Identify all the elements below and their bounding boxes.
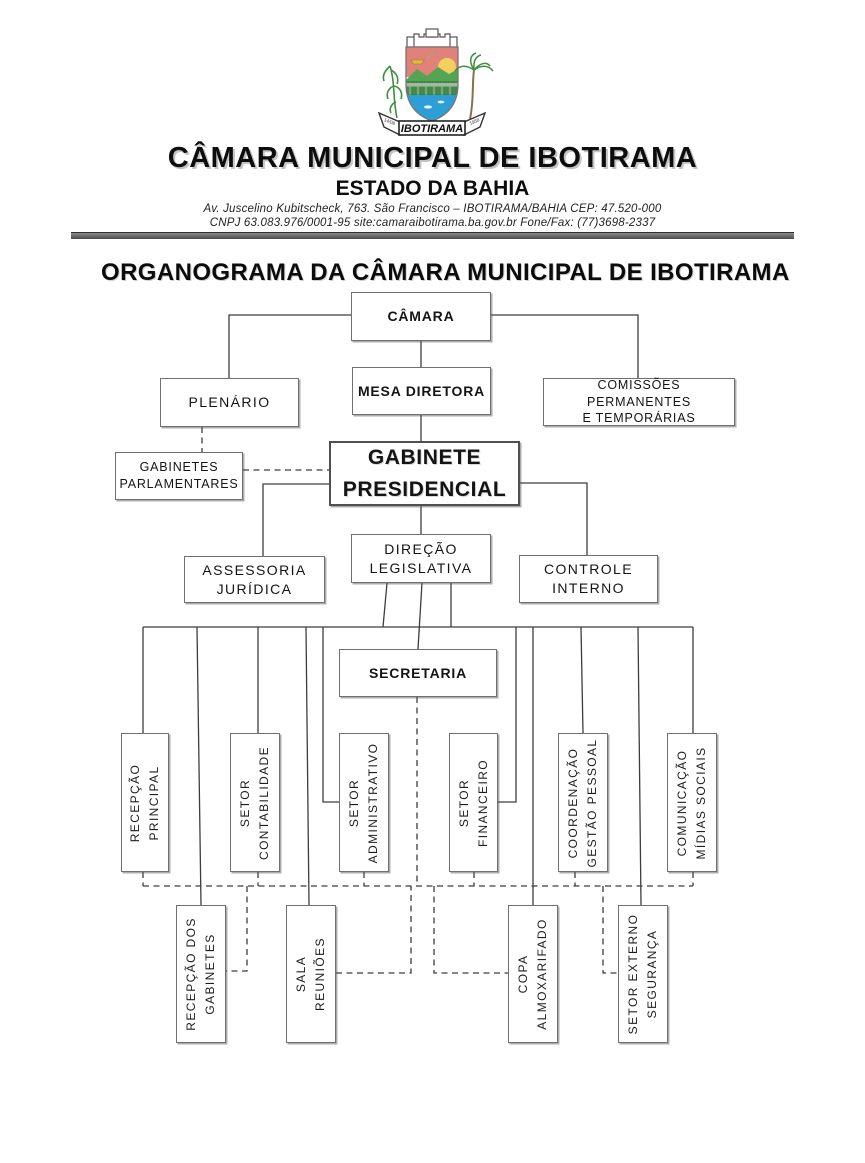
org-node-setor-contabilidade (230, 733, 280, 872)
org-node-coordenacao-gestao-pessoal (558, 733, 608, 872)
crest-banner-right-date: 1958 (468, 117, 481, 126)
org-node-assessoria-juridica (184, 556, 325, 603)
org-node-label: SETOR (237, 778, 252, 827)
org-node-secretaria (339, 649, 497, 697)
org-node-copa-almoxarifado (508, 905, 558, 1043)
org-node-label: GABINETE (367, 446, 482, 469)
org-node-setor-administrativo (339, 733, 389, 872)
org-node-direcao-legislativa (351, 534, 491, 583)
org-node-label: COMISSÕES PERMANENTES (587, 377, 691, 409)
org-node-label: SEGURANÇA (645, 929, 659, 1019)
org-node-comissoes (543, 378, 735, 426)
cnpj-contact-line: CNPJ 63.083.976/0001-95 site:camaraibotirama.ba.gov.br Fone/Fax: (77)3698-2337 (209, 217, 656, 229)
org-node-label: LEGISLATIVA (369, 559, 473, 576)
org-node-label: INTERNO (552, 580, 625, 596)
chart-title: ORGANOGRAMA DA CÂMARA MUNICIPAL DE IBOTIRAMA (101, 259, 790, 286)
org-node-controle-interno (519, 555, 658, 603)
org-node-label: SALA (293, 955, 308, 993)
org-node-label: JURÍDICA (216, 580, 293, 597)
page-title: CÂMARA MUNICIPAL DE IBOTIRAMA (167, 142, 698, 174)
org-node-label: CÂMARA (387, 308, 455, 325)
org-node-camara (351, 292, 491, 341)
org-node-label: SECRETARIA (369, 664, 467, 681)
crest-banner-text: IBOTIRAMA (400, 123, 464, 135)
crest-banner-left-date: 14/08 (383, 117, 396, 127)
org-node-label: FINANCEIRO (475, 758, 490, 847)
org-node-label: MESA DIRETORA (357, 382, 486, 399)
page-subtitle: ESTADO DA BAHIA (335, 177, 530, 200)
org-node-label: SETOR (456, 778, 471, 827)
org-node-mesa-diretora (352, 367, 491, 415)
org-node-label: COPA (515, 954, 530, 994)
org-node-label: PRESIDENCIAL (342, 477, 507, 501)
org-node-label: GABINETES (139, 460, 219, 475)
org-node-label: COMUNICAÇÃO (674, 749, 689, 856)
org-node-label: CONTROLE (544, 561, 633, 578)
org-node-label: RECEPÇÃO (127, 763, 142, 842)
org-node-gabinetes-parlamentares (115, 452, 243, 500)
org-node-label: GABINETES (203, 933, 217, 1015)
org-node-label: GESTÃO PESSOAL (585, 738, 599, 867)
org-node-label: DIREÇÃO (384, 540, 458, 557)
org-node-label: REUNIÕES (313, 937, 327, 1011)
org-node-label: COORDENAÇÃO (565, 747, 580, 858)
org-node-label: RECEPÇÃO DOS (183, 917, 198, 1031)
org-node-recepcao-dos-gabinetes (176, 905, 226, 1043)
org-node-setor-externo-seguranca (618, 905, 668, 1043)
org-node-label: MÍDIAS SOCIAIS (694, 746, 708, 859)
org-node-gabinete-presidencial (329, 441, 520, 506)
org-node-label: ASSESSORIA (202, 561, 307, 578)
org-node-setor-financeiro (449, 733, 498, 872)
address-line: Av. Juscelino Kubitscheck, 763. São Francisco – IBOTIRAMA/BAHIA CEP: 47.520-000 (203, 203, 662, 215)
org-node-label: ALMOXARIFADO (535, 918, 549, 1030)
org-node-label: PRINCIPAL (147, 764, 161, 841)
org-node-plenario (160, 378, 299, 427)
org-node-label: SETOR (346, 778, 361, 827)
org-node-sala-reunioes (286, 905, 336, 1043)
org-node-label: PLENÁRIO (188, 394, 271, 411)
org-node-comunicacao-midias-sociais (667, 733, 717, 872)
org-node-label: ADMINISTRATIVO (366, 742, 380, 863)
org-node-recepcao-principal (121, 733, 169, 872)
org-node-label: SETOR EXTERNO (625, 913, 640, 1035)
org-node-label: E TEMPORÁRIAS (582, 411, 696, 426)
org-node-label: PARLAMENTARES (119, 477, 239, 491)
org-node-label: CONTABILIDADE (257, 745, 271, 860)
